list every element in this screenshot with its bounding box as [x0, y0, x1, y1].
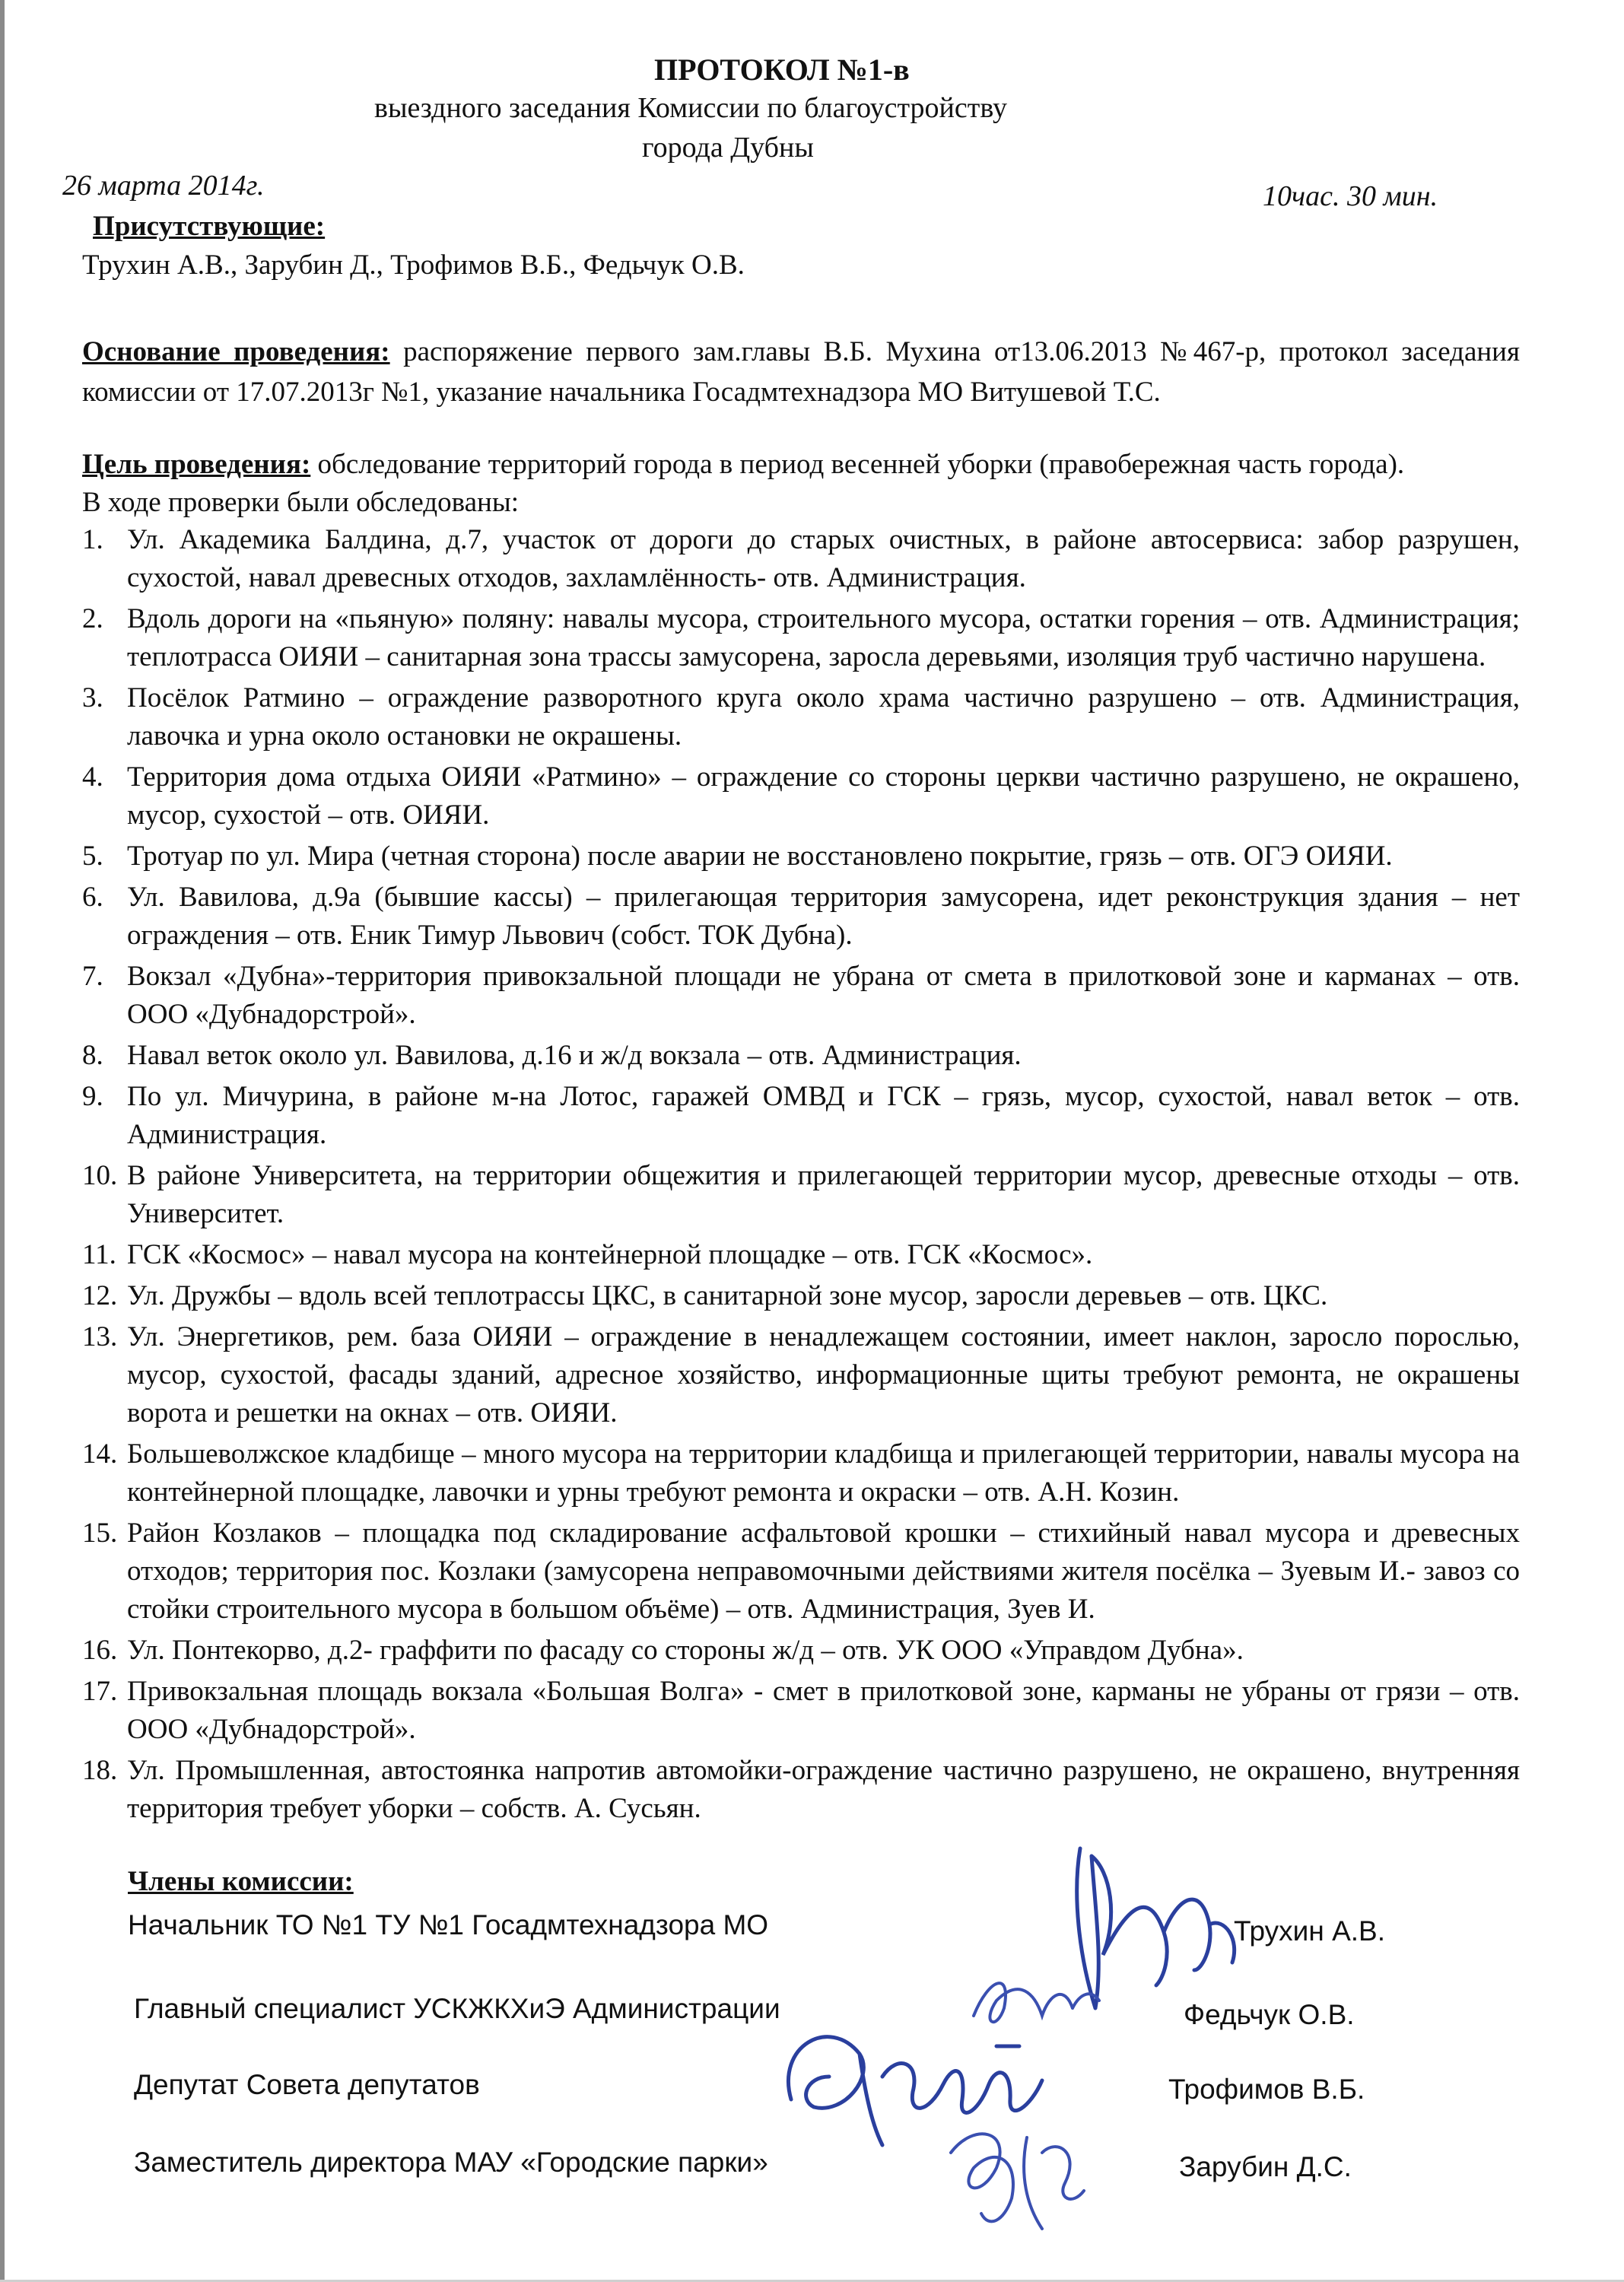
item-text: Большеволжское кладбище – много мусора на территории кладбища и прилегающей территории, навалы мусора на контейнерной площадке, лавочки и урны требуют ремонта и окраски – отв. А.Н. Козин.	[127, 1438, 1520, 1508]
inspection-item	[0, 1752, 1520, 1828]
inspection-item	[0, 1514, 1520, 1629]
item-text: Тротуар по ул. Мира (четная сторона) после аварии не восстановлено покрытие, грязь – отв. ОГЭ ОИЯИ.	[127, 841, 1393, 872]
inspection-item	[0, 1277, 1520, 1315]
item-number: 2.	[82, 603, 103, 634]
signature-trofimov	[768, 2001, 1088, 2160]
item-text: Ул. Вавилова, д.9а (бывшие кассы) – прилегающая территория замусорена, идет реконструкция здания – нет ограждения – отв. Еник Тимур Львович (собст. ТОК Дубна).	[127, 882, 1520, 951]
member-name: Трухин А.В.	[1234, 1915, 1385, 1947]
inspection-item	[0, 521, 1520, 597]
item-number: 1.	[82, 524, 103, 555]
purpose-label: Цель проведения:	[82, 449, 311, 480]
member-name: Федьчук О.В.	[1184, 1999, 1355, 2030]
inspection-item	[0, 837, 1520, 876]
item-text: Вокзал «Дубна»-территория привокзальной площади не убрана от смета в прилотковой зоне и карманах – отв. ООО «Дубнадорстрой».	[127, 961, 1520, 1030]
item-number: 11.	[82, 1239, 116, 1270]
basis-paragraph	[82, 332, 1520, 412]
item-number: 4.	[82, 761, 103, 793]
item-number: 7.	[82, 961, 103, 992]
inspection-item	[0, 1157, 1520, 1233]
attendees-label: Присутствующие:	[93, 211, 326, 242]
document-date: 26 марта 2014г.	[62, 170, 265, 202]
members-label: Члены комиссии:	[128, 1866, 354, 1897]
purpose-text: обследование территорий города в период весенней уборки (правобережная часть города).	[317, 449, 1405, 480]
item-number: 6.	[82, 882, 103, 913]
item-text: Район Козлаков – площадка под складирование асфальтовой крошки – стихийный навал мусора и древесных отходов; территория пос. Козлаки (замусорена неправомочными действиями жителя посёлка – Зуевым И.- завоз со стойки строительного мусора в большом объёме) – отв. Администрация, Зуев И.	[127, 1518, 1520, 1625]
item-number: 16.	[82, 1635, 118, 1666]
item-number: 9.	[82, 1081, 103, 1112]
basis-label: Основание проведения:	[82, 336, 390, 367]
inspection-item	[0, 1078, 1520, 1154]
item-text: В районе Университета, на территории общежития и прилегающей территории мусор, древесные отходы – отв. Университет.	[127, 1160, 1520, 1229]
inspection-items-list	[0, 521, 1520, 1831]
item-text: По ул. Мичурина, в районе м-на Лотос, гаражей ОМВД и ГСК – грязь, мусор, сухостой, навал веток – отв. Администрация.	[127, 1081, 1520, 1150]
item-number: 13.	[82, 1321, 118, 1352]
document-subtitle-line1: выездного заседания Комиссии по благоустройству	[374, 92, 1008, 124]
item-number: 8.	[82, 1040, 103, 1071]
inspection-item	[0, 1318, 1520, 1432]
item-text: Навал веток около ул. Вавилова, д.16 и ж/д вокзала – отв. Администрация.	[127, 1040, 1022, 1071]
item-number: 18.	[82, 1755, 118, 1786]
inspection-item	[0, 1435, 1520, 1511]
item-number: 3.	[82, 682, 103, 714]
item-text: ГСК «Космос» – навал мусора на контейнерной площадке – отв. ГСК «Космос».	[127, 1239, 1093, 1270]
document-subtitle-line2: города Дубны	[642, 132, 814, 164]
inspection-item	[0, 758, 1520, 834]
item-text: Вдоль дороги на «пьяную» поляну: навалы мусора, строительного мусора, остатки горения – отв. Администрация; теплотрасса ОИЯИ – санитарная зона трассы замусорена, заросла деревьями, изоляция труб частично нарушена.	[127, 603, 1520, 672]
inspection-item	[0, 1673, 1520, 1749]
item-text: Ул. Понтекорво, д.2- граффити по фасаду со стороны ж/д – отв. УК ООО «Управдом Дубна».	[127, 1635, 1244, 1666]
item-number: 15.	[82, 1518, 118, 1549]
inspection-item	[0, 1236, 1520, 1274]
item-number: 5.	[82, 841, 103, 872]
member-position: Главный специалист УСКЖКХиЭ Администрации	[134, 1993, 780, 2024]
item-text: Ул. Промышленная, автостоянка напротив автомойки-ограждение частично разрушено, не окрашено, внутренняя территория требует уборки – собств. А. Сусьян.	[127, 1755, 1520, 1824]
member-name: Зарубин Д.С.	[1179, 2151, 1352, 2182]
item-text: Ул. Энергетиков, рем. база ОИЯИ – ограждение в ненадлежащем состоянии, имеет наклон, заросло порослью, мусор, сухостой, фасады зданий, адресное хозяйство, информационные щиты требуют ремонта, не окрашены ворота и решетки на окнах – отв. ОИЯИ.	[127, 1321, 1520, 1429]
member-name: Трофимов В.Б.	[1168, 2074, 1365, 2105]
inspection-item	[0, 600, 1520, 676]
inspection-item	[0, 879, 1520, 955]
member-position: Депутат Совета депутатов	[134, 2069, 480, 2100]
document-time: 10час. 30 мин.	[1263, 180, 1438, 212]
item-text: Ул. Дружбы – вдоль всей теплотрассы ЦКС, в санитарной зоне мусор, заросли деревьев – отв. ЦКС.	[127, 1280, 1328, 1311]
attendees-list: Трухин А.В., Зарубин Д., Трофимов В.Б., Федьчук О.В.	[82, 249, 745, 281]
inspection-item	[0, 1037, 1520, 1075]
purpose-line	[82, 444, 1404, 485]
item-number: 12.	[82, 1280, 118, 1311]
inspection-item	[0, 958, 1520, 1034]
item-number: 14.	[82, 1438, 118, 1470]
basis-text: распоряжение первого зам.главы В.Б. Мухина от13.06.2013 №467-р, протокол заседания комиссии от 17.07.2013г №1, указание начальника Госадмтехнадзора МО Витушевой Т.С.	[82, 336, 1521, 408]
inspection-item	[0, 1632, 1520, 1670]
document-title: ПРОТОКОЛ №1-в	[654, 52, 910, 87]
inspection-intro: В ходе проверки были обследованы:	[82, 487, 519, 518]
member-position: Заместитель директора МАУ «Городские парки»	[134, 2147, 768, 2178]
signature-zarubin	[928, 2107, 1095, 2244]
signature-fedchuk	[958, 1947, 1111, 2054]
item-number: 10.	[82, 1160, 118, 1191]
item-text: Ул. Академика Балдина, д.7, участок от дороги до старых очистных, в районе автосервиса: забор разрушен, сухостой, навал древесных отходов, захламлённость- отв. Администрация.	[127, 524, 1520, 593]
item-text: Территория дома отдыха ОИЯИ «Ратмино» – ограждение со стороны церкви частично разрушено, не окрашено, мусор, сухостой – отв. ОИЯИ.	[127, 761, 1520, 831]
item-text: Посёлок Ратмино – ограждение разворотного круга около храма частично разрушено – отв. Администрация, лавочка и урна около остановки не окрашены.	[127, 682, 1520, 752]
member-position: Начальник ТО №1 ТУ №1 Госадмтехнадзора МО	[128, 1909, 769, 1940]
inspection-item	[0, 679, 1520, 755]
item-number: 17.	[82, 1676, 118, 1707]
item-text: Привокзальная площадь вокзала «Большая Волга» - смет в прилотковой зоне, карманы не убраны от грязи – отв. ООО «Дубнадорстрой».	[127, 1676, 1520, 1745]
